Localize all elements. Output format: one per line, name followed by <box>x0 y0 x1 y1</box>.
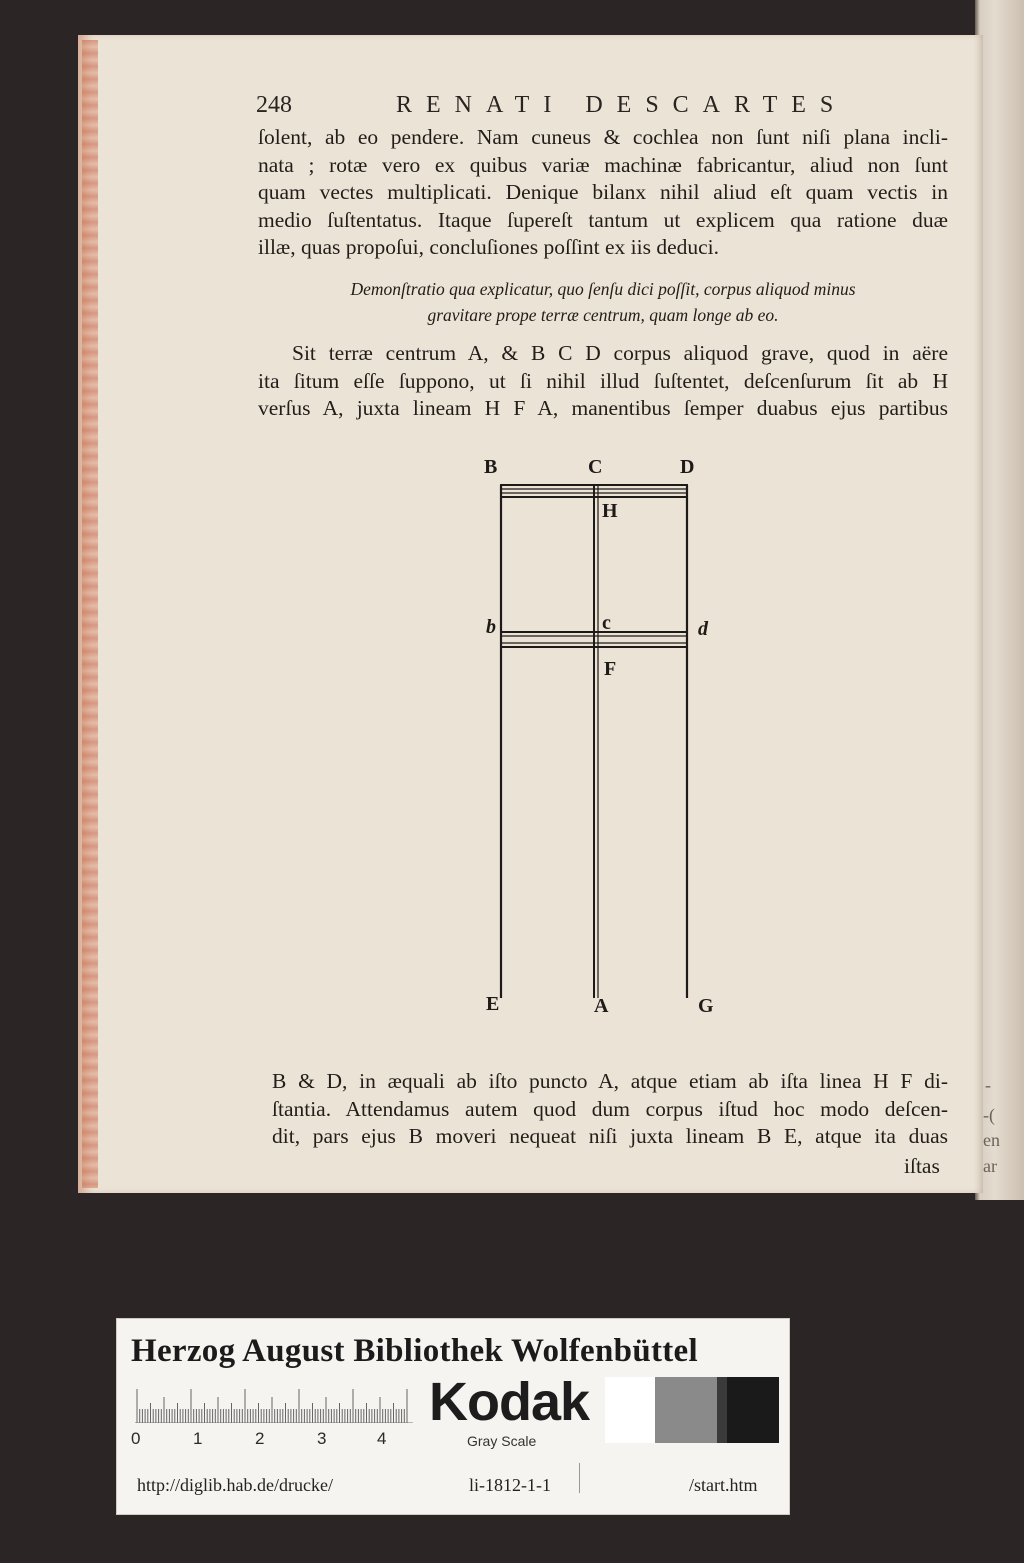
paragraph-2 <box>258 340 948 423</box>
gray-scale-label: Gray Scale <box>467 1433 537 1449</box>
library-name: Herzog August Bibliothek Wolfenbüttel <box>131 1333 698 1369</box>
margin-fragment: en <box>983 1130 1000 1150</box>
heading-line: Demonſtratio qua explicatur, quo ſenſu dici poſſit, corpus aliquod minus <box>350 279 856 299</box>
text-line: ſtantia. Attendamus autem quod dum corpus iſtud hoc modo deſcen- <box>272 1096 948 1121</box>
text-line: ita ſitum eſſe ſuppono, ut ſi nihil illud ſuſtentet, deſcenſurum ſit ab H <box>258 368 948 393</box>
ruler-scale <box>135 1379 413 1423</box>
label-c: c <box>602 612 611 634</box>
text-line: quam vectes multiplicati. Denique bilanx nihil aliud eſt quam vectis in <box>258 180 948 204</box>
text-line: Sit terræ centrum A, & B C D corpus aliquod grave, quod in aëre <box>292 341 948 365</box>
text-line: nata ; rotæ vero ex quibus variæ machinæ fabricantur, aliud non ſunt <box>258 152 948 177</box>
text-line: illæ, quas propoſui, concluſiones poſſint ex iis deduci. <box>258 235 720 259</box>
red-page-edge <box>82 40 98 1188</box>
catchword: iſtas <box>904 1154 940 1178</box>
demonstration-heading <box>258 276 948 328</box>
label-G: G <box>698 995 714 1017</box>
label-C: C <box>588 456 603 478</box>
ruler-number: 1 <box>193 1429 203 1448</box>
swatch-dark-gray <box>717 1377 727 1443</box>
label-F: F <box>604 658 617 680</box>
paragraph-1 <box>258 124 948 262</box>
figure-drawing <box>470 450 750 1030</box>
divider <box>579 1463 580 1493</box>
label-d: d <box>698 618 708 640</box>
text-line: B & D, in æquali ab iſto puncto A, atque etiam ab iſta linea H F di- <box>272 1069 948 1093</box>
target-footer <box>117 1465 789 1505</box>
running-head: RENATI DESCARTES <box>396 92 848 118</box>
swatch-black <box>727 1377 779 1443</box>
margin-fragment: - <box>985 1075 991 1095</box>
shelfmark: li-1812-1-1 <box>469 1475 551 1495</box>
ruler-number: 2 <box>255 1429 265 1448</box>
margin-fragment: ar <box>983 1156 997 1176</box>
url-text: http://diglib.hab.de/drucke/ <box>137 1475 333 1495</box>
heading-line: gravitare prope terræ centrum, quam longe ab eo. <box>427 305 779 325</box>
paragraph-3 <box>272 1068 948 1151</box>
swatch-white <box>605 1377 655 1443</box>
label-b: b <box>486 616 496 638</box>
text-line: verſus A, juxta lineam H F A, manentibus ſemper duabus ejus partibus <box>258 396 948 420</box>
text-line: medio ſuſtentatus. Itaque ſupereſt tantum ut explicem qua ratione duæ <box>258 207 948 232</box>
start-text: /start.htm <box>689 1475 758 1495</box>
label-H: H <box>602 500 618 522</box>
color-target-card <box>116 1318 790 1515</box>
ruler-number: 4 <box>377 1429 387 1448</box>
ruler-number: 0 <box>131 1429 141 1448</box>
ruler-number: 3 <box>317 1429 327 1448</box>
label-A: A <box>594 995 609 1017</box>
kodak-logo: Kodak <box>429 1372 590 1432</box>
page-number: 248 <box>256 92 292 118</box>
swatch-mid-gray <box>655 1377 717 1443</box>
text-line: dit, pars ejus B moveri nequeat niſi juxta lineam B E, atque ita duas <box>272 1124 948 1148</box>
geometric-figure <box>470 450 750 1030</box>
ruler-numbers <box>131 1429 411 1453</box>
text-line: ſolent, ab eo pendere. Nam cuneus & cochlea non ſunt niſi plana incli- <box>258 125 948 149</box>
label-D: D <box>680 456 695 478</box>
page-header <box>256 92 956 126</box>
label-B: B <box>484 456 498 478</box>
label-E: E <box>486 993 500 1015</box>
margin-fragment: -( <box>983 1105 995 1125</box>
